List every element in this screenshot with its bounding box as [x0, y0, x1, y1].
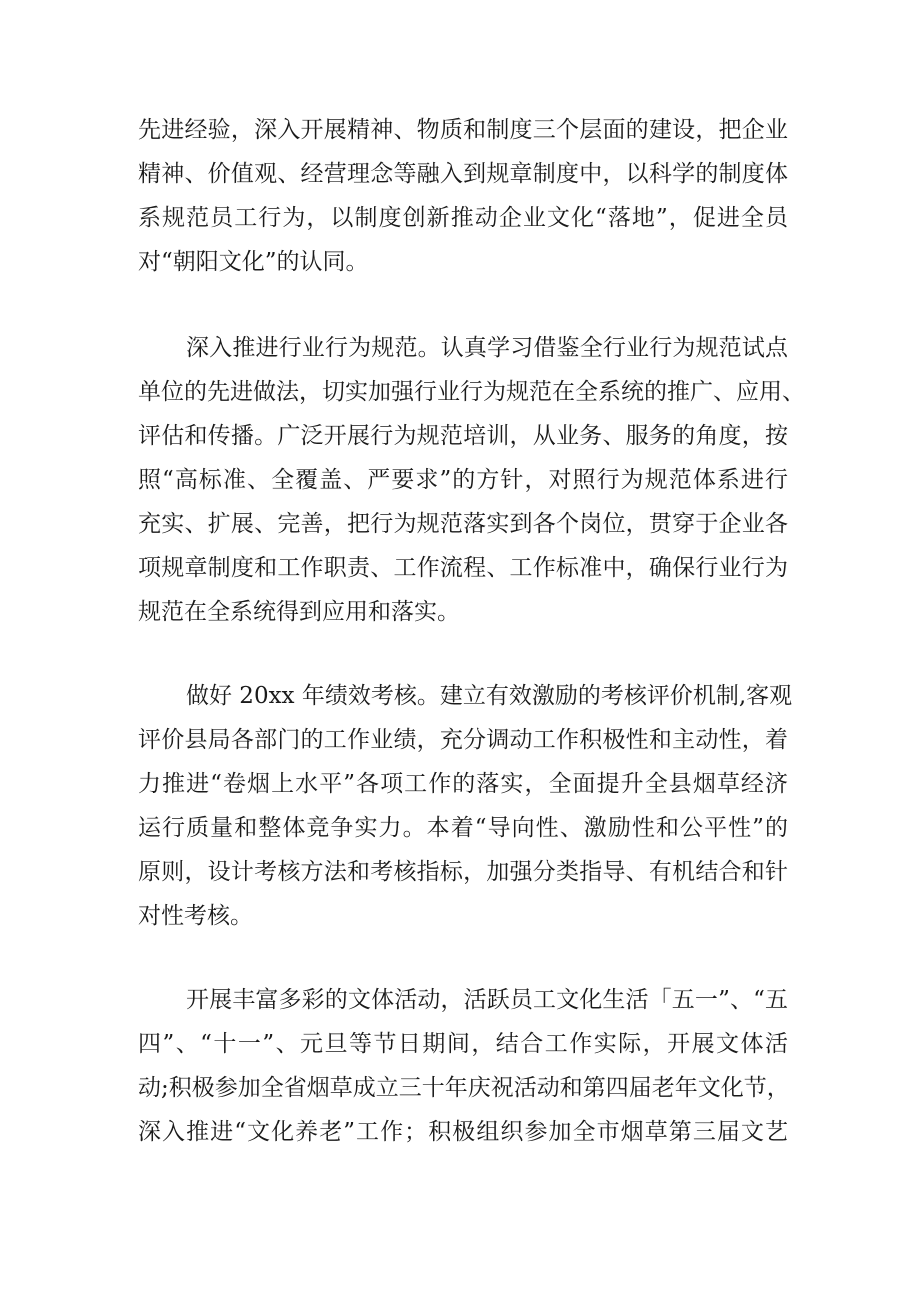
paragraph-1-line-1: 先进经验，深入开展精神、物质和制度三个层面的建设，把企业	[138, 117, 788, 143]
paragraph-2-line-6: 项规章制度和工作职责、工作流程、工作标准中，确保行业行为	[138, 555, 788, 581]
paragraph-2-line-2: 单位的先进做法，切实加强行业行为规范在全系统的推广、应用、	[138, 379, 805, 405]
paragraph-3-line-5: 原则，设计考核方法和考核指标，加强分类指导、有机结合和针	[138, 859, 788, 885]
paragraph-3-line-4: 运行质量和整体竞争实力。本着“导向性、激励性和公平性”的	[138, 815, 788, 841]
paragraph-4-line-2: 四”、“十一”、元旦等节日期间，结合工作实际，开展文体活	[138, 1031, 788, 1057]
paragraph-2-line-1: 深入推进行业行为规范。认真学习借鉴全行业行为规范试点	[186, 335, 788, 361]
paragraph-3-line-2: 评价县局各部门的工作业绩，充分调动工作积极性和主动性，着	[138, 727, 788, 753]
paragraph-3-line-1: 做好 20xx 年绩效考核。建立有效激励的考核评价机制,客观	[186, 683, 793, 709]
paragraph-3-line-3: 力推进“卷烟上水平”各项工作的落实，全面提升全县烟草经济	[138, 771, 788, 797]
paragraph-1-line-2: 精神、价值观、经营理念等融入到规章制度中，以科学的制度体	[138, 161, 788, 187]
paragraph-2-line-3: 评估和传播。广泛开展行为规范培训，从业务、服务的角度，按	[138, 423, 788, 449]
paragraph-1-line-3: 系规范员工行为，以制度创新推动企业文化“落地”，促进全员	[138, 205, 788, 231]
paragraph-4-line-3: 动;积极参加全省烟草成立三十年庆祝活动和第四届老年文化节，	[138, 1075, 790, 1101]
paragraph-2-line-5: 充实、扩展、完善，把行为规范落实到各个岗位，贯穿于企业各	[138, 511, 788, 537]
paragraph-2-line-4: 照“高标准、全覆盖、严要求”的方针，对照行为规范体系进行	[138, 467, 788, 493]
paragraph-4-line-1: 开展丰富多彩的文体活动，活跃员工文化生活「五一”、“五	[186, 987, 788, 1013]
paragraph-4-line-4: 深入推进“文化养老”工作；积极组织参加全市烟草第三届文艺	[138, 1119, 788, 1145]
paragraph-2-line-7: 规范在全系统得到应用和落实。	[138, 599, 460, 625]
paragraph-3-line-6: 对性考核。	[138, 903, 253, 929]
paragraph-1-line-4: 对“朝阳文化”的认同。	[138, 249, 369, 275]
